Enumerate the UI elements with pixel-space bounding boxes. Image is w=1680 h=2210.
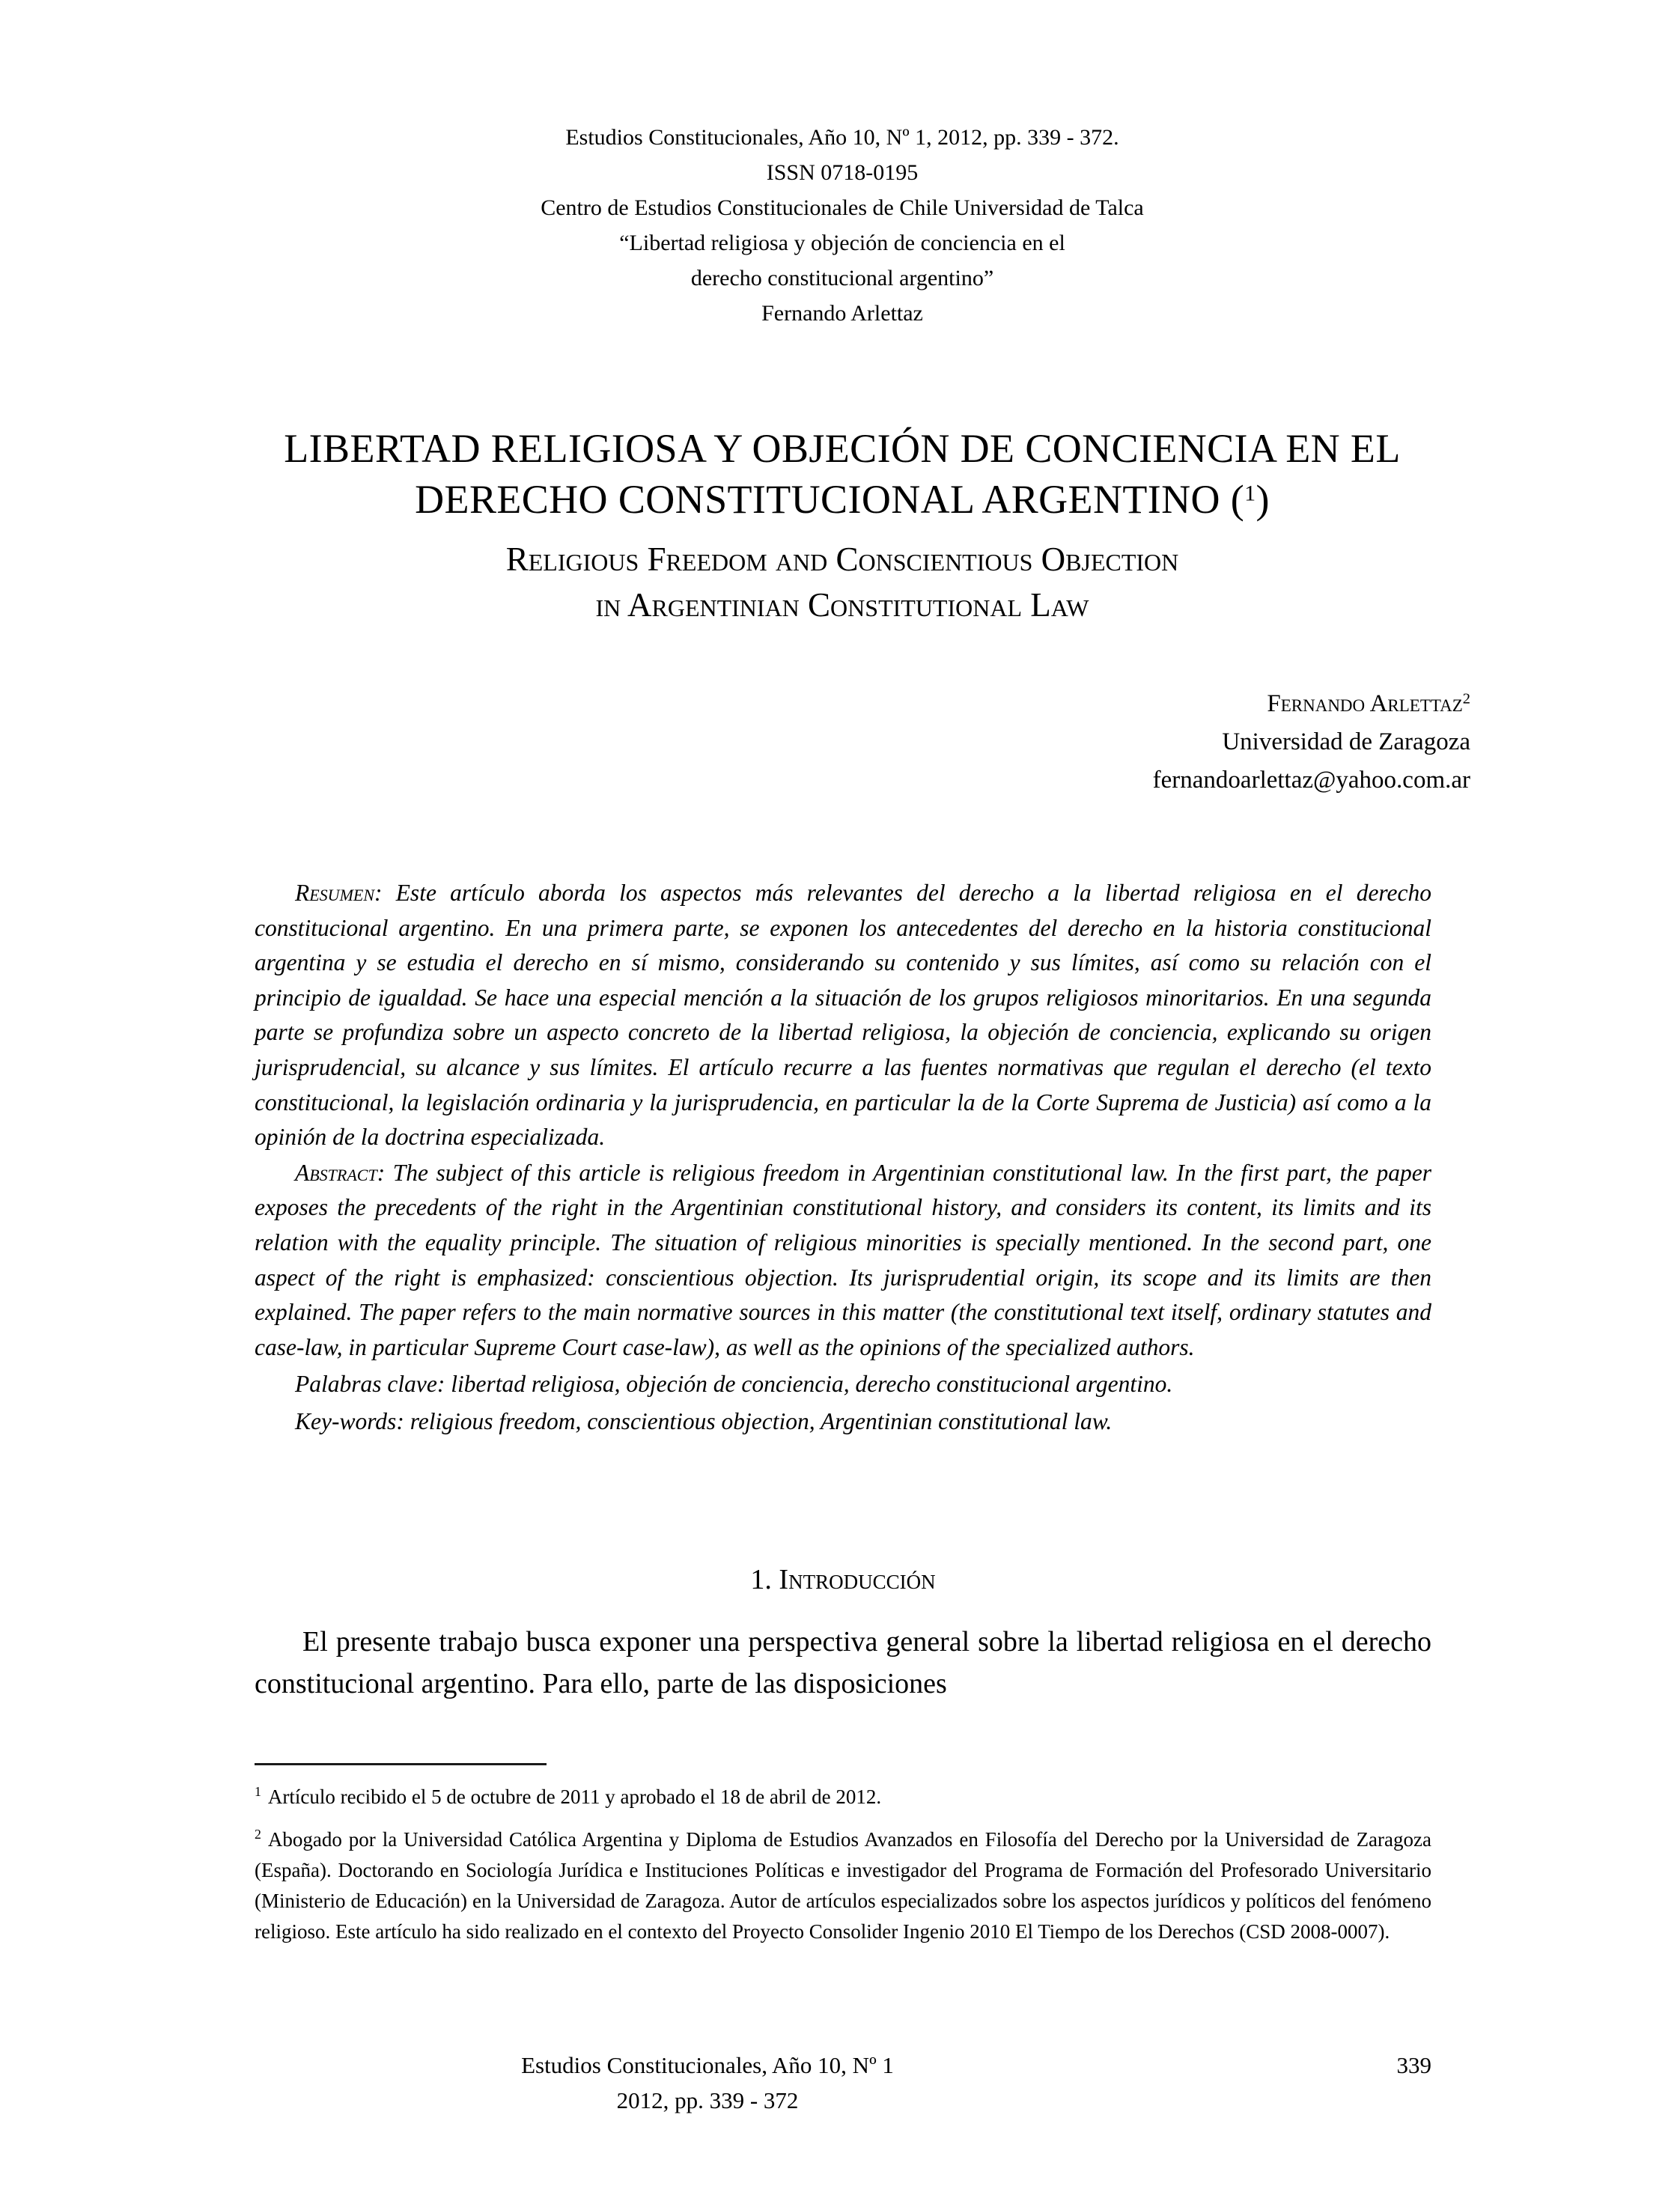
title-block <box>210 423 1475 628</box>
running-head-line-3: Centro de Estudios Constitucionales de Chile Universidad de Talca <box>541 195 1144 220</box>
article-subtitle <box>210 537 1475 628</box>
palabras-clave-text: : libertad religiosa, objeción de conciencia, derecho constitucional argentino. <box>436 1371 1173 1398</box>
key-words-line <box>255 1404 1431 1440</box>
footnote-2-text: Abogado por la Universidad Católica Argentina y Diploma de Estudios Avanzados en Filosofía del Derecho por la Universidad de Zaragoza (España). Doctorando en Sociología Jurídica e Instituciones Políticas e investigador del Programa de Formación del Profesorado Universitario (Ministerio de Educación) en la Universidad de Zaragoza. Autor de artículos especializados sobre los aspectos jurídicos y políticos del fenómeno religioso. Este artículo ha sido realizado en el contexto del Proyecto Consolider Ingenio 2010 El Tiempo de los Derechos (CSD 2008-0007). <box>255 1828 1431 1943</box>
running-head-line-1: Estudios Constitucionales, Año 10, Nº 1, 2012, pp. 339 - 372. <box>565 125 1119 150</box>
palabras-clave-label: Palabras clave <box>295 1371 437 1398</box>
palabras-clave-line <box>255 1367 1431 1402</box>
abstract-label: Abstract <box>295 1159 377 1186</box>
author-block <box>647 685 1470 800</box>
running-head-line-6: Fernando Arlettaz <box>761 301 923 326</box>
key-words-text: : religious freedom, conscientious objection, Argentinian constitutional law. <box>396 1407 1113 1434</box>
author-email: fernandoarlettaz@yahoo.com.ar <box>1152 767 1470 794</box>
author-name <box>647 685 1470 723</box>
resumen-paragraph <box>255 876 1431 1155</box>
article-title-line-1: LIBERTAD RELIGIOSA Y OBJECIÓN DE CONCIENCIA EN EL <box>284 426 1401 471</box>
footnote-1-text: Artículo recibido el 5 de octubre de 2011 y aprobado el 18 de abril de 2012. <box>267 1786 882 1808</box>
article-subtitle-line-2: in Argentinian Constitutional Law <box>595 586 1089 624</box>
article-subtitle-line-1: Religious Freedom and Conscientious Objection <box>505 541 1179 578</box>
footnote-separator-rule <box>255 1763 547 1765</box>
footnote-2-marker: 2 <box>255 1827 261 1842</box>
abstract-block <box>255 876 1431 1440</box>
resumen-label: Resumen <box>295 880 375 906</box>
article-title-line-2-text: DERECHO CONSTITUCIONAL ARGENTINO ( <box>415 477 1245 522</box>
resumen-text: : Este artículo aborda los aspectos más relevantes del derecho a la libertad religiosa en el derecho constitucional argentino. En una primera parte, se exponen los antecedentes del derecho en la historia constitucional argentina y se estudia el derecho en sí mismo, considerando su contenido y sus límites, así como su relación con el principio de igualdad. Se hace una especial mención a la situación de los grupos religiosos minoritarios. En una segunda parte se profundiza sobre un aspecto concreto de la libertad religiosa, la objeción de conciencia, explicando su origen jurisprudencial, su alcance y sus límites. El artículo recurre a las fuentes normativas que regulan el derecho (el texto constitucional, la legislación ordinaria y la jurisprudencia, en particular la de la Corte Suprema de Justicia) así como a la opinión de la doctrina especializada. <box>255 880 1431 1151</box>
running-head-line-4: “Libertad religiosa y objeción de conciencia en el <box>619 231 1065 255</box>
section-heading <box>255 1561 1431 1598</box>
page-footer <box>255 2048 1431 2130</box>
author-footnote-marker: 2 <box>1462 690 1470 707</box>
footnote-2 <box>255 1824 1431 1947</box>
section-number: 1. <box>750 1564 779 1595</box>
article-title <box>210 423 1475 525</box>
footer-line-1: Estudios Constitucionales, Año 10, Nº 1 <box>521 2052 894 2078</box>
section-title: Introducción <box>779 1564 936 1595</box>
footnote-1 <box>255 1782 1431 1812</box>
author-name-text: Fernando Arlettaz <box>1267 690 1463 717</box>
running-head-line-5: derecho constitucional argentino” <box>690 266 994 290</box>
title-footnote-marker: 1 <box>1244 481 1256 506</box>
author-affiliation: Universidad de Zaragoza <box>1222 728 1470 755</box>
footnote-1-marker: 1 <box>255 1784 261 1800</box>
running-head <box>255 120 1430 331</box>
footer-line-2: 2012, pp. 339 - 372 <box>616 2087 799 2113</box>
key-words-label: Key-words <box>295 1407 397 1434</box>
abstract-paragraph <box>255 1156 1431 1366</box>
body-paragraph-1: El presente trabajo busca exponer una perspectiva general sobre la libertad religiosa en el derecho constitucional argentino. Para ello, parte de las disposiciones <box>255 1626 1431 1699</box>
footer-journal-info <box>255 2048 1160 2118</box>
running-head-line-2: ISSN 0718-0195 <box>766 160 919 185</box>
footnote-area <box>255 1763 1431 1959</box>
article-title-line-2 <box>210 474 1475 525</box>
page-number: 339 <box>1396 2052 1431 2078</box>
body-block <box>255 1621 1431 1705</box>
title-paren-close: ) <box>1256 477 1270 522</box>
abstract-text: : The subject of this article is religious freedom in Argentinian constitutional law. In the first part, the paper exposes the precedents of the right in the Argentinian constitutional history, and considers its content, its limits and its relation with the equality principle. The situation of religious minorities is specially mentioned. In the second part, one aspect of the right is emphasized: conscientious objection. Its jurisprudential origin, its scope and its limits are then explained. The paper refers to the main normative sources in this matter (the constitutional text itself, ordinary statutes and case-law, in particular Supreme Court case-law), as well as the opinions of the specialized authors. <box>255 1159 1431 1360</box>
